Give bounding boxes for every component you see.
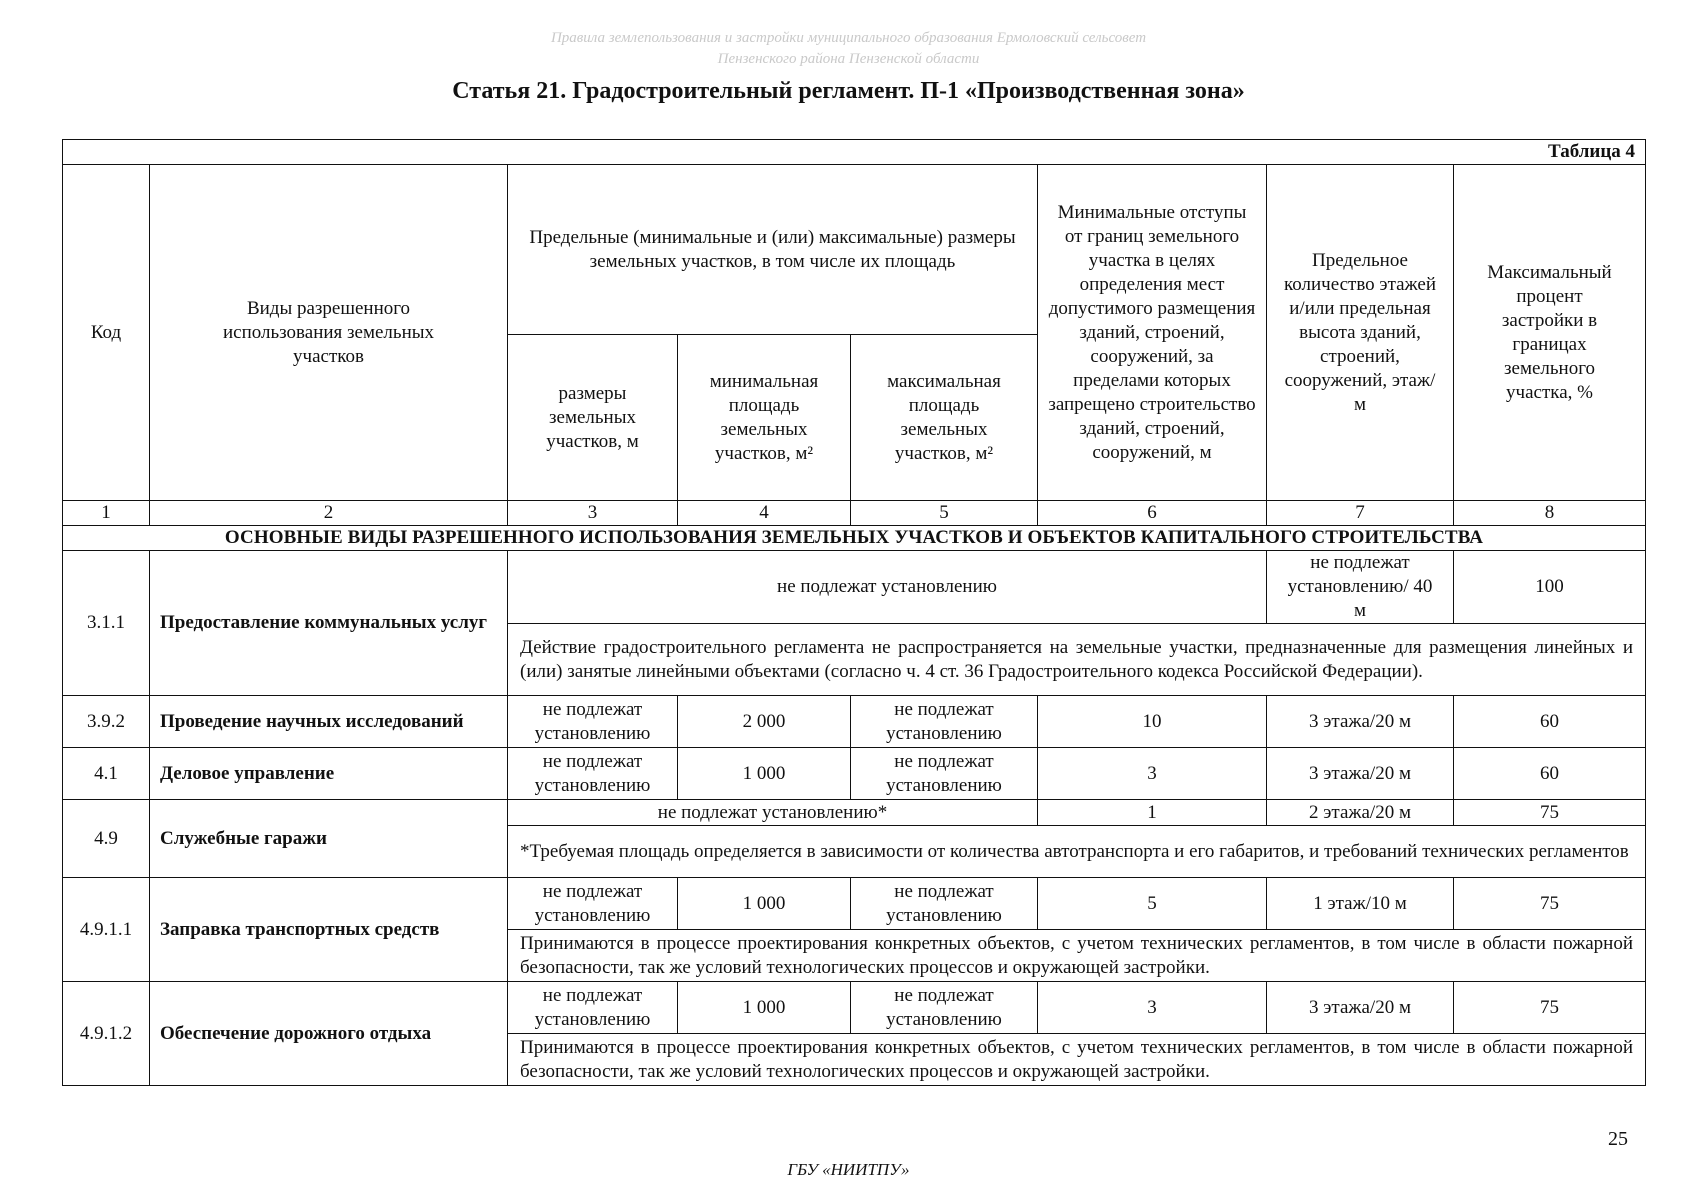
col-header-min-area: минимальная площадь земельных участков, м² (678, 335, 851, 501)
column-number: 6 (1038, 501, 1267, 526)
row-coverage: 75 (1454, 878, 1646, 930)
column-number: 8 (1454, 501, 1646, 526)
row-sizes: не подлежат установлению (508, 878, 678, 930)
row-sizes: не подлежат установлению (508, 982, 678, 1034)
row-note: Принимаются в процессе проектирования конкретных объектов, с учетом технических регламентов, в том числе в области пожарной безопасности, так же условий технологических процессов и окружающей застройки. (508, 1034, 1646, 1086)
row-name: Служебные гаражи (150, 800, 508, 878)
row-floors: 3 этажа/20 м (1267, 748, 1454, 800)
row-setback: 10 (1038, 696, 1267, 748)
row-merged-value: не подлежат установлению* (508, 800, 1038, 826)
running-header-line2: Пензенского района Пензенской области (717, 51, 980, 67)
row-name: Проведение научных исследований (150, 696, 508, 748)
col-header-limits: Предельные (минимальные и (или) максимальные) размеры земельных участков, в том числе их площадь (508, 165, 1038, 335)
page-number: 25 (1608, 1128, 1628, 1150)
column-number: 5 (851, 501, 1038, 526)
row-sizes: не подлежат установлению (508, 696, 678, 748)
row-note: *Требуемая площадь определяется в зависимости от количества автотранспорта и его габаритов, и требований технических регламентов (508, 826, 1646, 878)
row-setback: 5 (1038, 878, 1267, 930)
row-floors: 3 этажа/20 м (1267, 696, 1454, 748)
page-title: Статья 21. Градостроительный регламент. П-1 «Производственная зона» (452, 78, 1245, 104)
footer: ГБУ «НИИТПУ» (787, 1160, 910, 1179)
row-setback: 1 (1038, 800, 1267, 826)
table-row (63, 696, 1646, 748)
row-note: Принимаются в процессе проектирования конкретных объектов, с учетом технических регламентов, в том числе в области пожарной безопасности, так же условий технологических процессов и окружающей застройки. (508, 930, 1646, 982)
table-caption-row (63, 140, 1646, 165)
row-name: Обеспечение дорожного отдыха (150, 982, 508, 1086)
row-floors: 3 этажа/20 м (1267, 982, 1454, 1034)
row-code: 4.9.1.2 (63, 982, 150, 1086)
col-header-coverage: Максимальный процент застройки в границах земельного участка, % (1454, 165, 1646, 501)
column-number: 7 (1267, 501, 1454, 526)
row-min-area: 2 000 (678, 696, 851, 748)
col-header-setback: Минимальные отступы от границ земельного участка в целях определения мест допустимого размещения зданий, строений, сооружений, за пределами которых запрещено строительство зданий, строений, сооружений, м (1038, 165, 1267, 501)
row-max-area: не подлежат установлению (851, 748, 1038, 800)
row-min-area: 1 000 (678, 982, 851, 1034)
col-header-sizes: размеры земельных участков, м (508, 335, 678, 501)
table-row (63, 748, 1646, 800)
column-number-row (63, 501, 1646, 526)
regulation-table (62, 139, 1646, 1086)
table-row (63, 878, 1646, 930)
row-merged-value: не подлежат установлению (508, 551, 1267, 624)
row-code: 4.9 (63, 800, 150, 878)
row-name: Предоставление коммунальных услуг (150, 551, 508, 696)
row-min-area: 1 000 (678, 748, 851, 800)
table-caption: Таблица 4 (63, 140, 1646, 165)
row-max-area: не подлежат установлению (851, 982, 1038, 1034)
row-floors: 2 этажа/20 м (1267, 800, 1454, 826)
row-code: 4.1 (63, 748, 150, 800)
row-code: 3.1.1 (63, 551, 150, 696)
row-setback: 3 (1038, 748, 1267, 800)
col-header-use: Виды разрешенного использования земельных участков (150, 165, 508, 501)
col-header-code: Код (63, 165, 150, 501)
row-coverage: 60 (1454, 748, 1646, 800)
row-coverage: 75 (1454, 800, 1646, 826)
running-header-line1: Правила землепользования и застройки муниципального образования Ермоловский сельсовет (550, 30, 1147, 46)
row-coverage: 100 (1454, 551, 1646, 624)
table-row (63, 982, 1646, 1034)
row-coverage: 60 (1454, 696, 1646, 748)
row-name: Деловое управление (150, 748, 508, 800)
row-note: Действие градостроительного регламента не распространяется на земельные участки, предназначенные для размещения линейных и (или) занятые линейными объектами (согласно ч. 4 ст. 36 Градостроительного кодекса Российской Федерации). (508, 624, 1646, 696)
row-coverage: 75 (1454, 982, 1646, 1034)
column-number: 1 (63, 501, 150, 526)
column-number: 3 (508, 501, 678, 526)
col-header-max-area: максимальная площадь земельных участков, м² (851, 335, 1038, 501)
row-floors: 1 этаж/10 м (1267, 878, 1454, 930)
table-row (63, 551, 1646, 624)
row-code: 3.9.2 (63, 696, 150, 748)
row-min-area: 1 000 (678, 878, 851, 930)
section-row (63, 526, 1646, 551)
column-number: 4 (678, 501, 851, 526)
row-max-area: не подлежат установлению (851, 696, 1038, 748)
row-max-area: не подлежат установлению (851, 878, 1038, 930)
row-setback: 3 (1038, 982, 1267, 1034)
row-code: 4.9.1.1 (63, 878, 150, 982)
col-header-floors: Предельное количество этажей и/или предельная высота зданий, строений, сооружений, этаж/м (1267, 165, 1454, 501)
section-title: ОСНОВНЫЕ ВИДЫ РАЗРЕШЕННОГО ИСПОЛЬЗОВАНИЯ ЗЕМЕЛЬНЫХ УЧАСТКОВ И ОБЪЕКТОВ КАПИТАЛЬНОГО СТРОИТЕЛЬСТВА (63, 526, 1646, 551)
column-number: 2 (150, 501, 508, 526)
row-floors: не подлежат установлению/ 40 м (1267, 551, 1454, 624)
running-header (0, 28, 1697, 70)
header-row (63, 165, 1646, 335)
row-sizes: не подлежат установлению (508, 748, 678, 800)
table-row (63, 800, 1646, 826)
row-name: Заправка транспортных средств (150, 878, 508, 982)
